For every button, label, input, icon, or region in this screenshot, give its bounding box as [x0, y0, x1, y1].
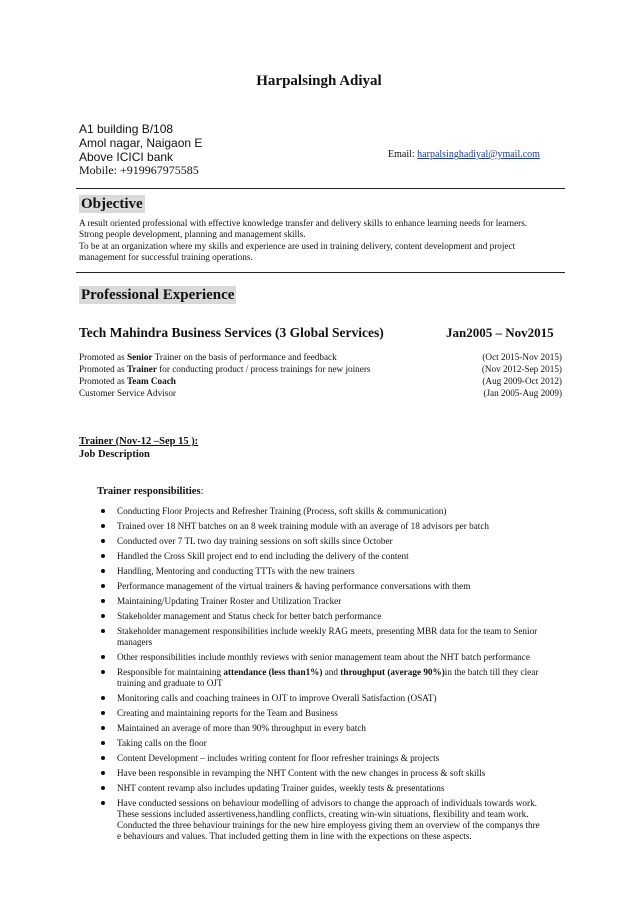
- responsibility-item: [117, 753, 562, 764]
- responsibility-line: Handled the Cross Skill project end to end including the delivery of the content: [117, 551, 409, 561]
- responsibility-line: training and graduate to OJT: [117, 678, 223, 688]
- responsibility-item: [117, 581, 562, 592]
- responsibility-line: Conducted the three behaviour trainings for the new hire employess giving them an overview of the companys thre: [117, 820, 540, 830]
- responsibility-item: [117, 723, 562, 734]
- responsibility-line: e behaviours and values. That included getting them in line with the expections on these aspects.: [117, 831, 472, 841]
- responsibility-line: These sessions included assertiveness,handling conflicts, creating win-win situations, flexibility and team work.: [117, 809, 529, 819]
- responsibility-line: managers: [117, 637, 153, 647]
- objective-line: Strong people development, planning and management skills.: [79, 229, 306, 240]
- mobile-number: Mobile: +919967975585: [79, 163, 199, 177]
- email-block: [388, 149, 540, 160]
- objective-line: To be at an organization where my skills and experience are used in training delivery, content development and project: [79, 240, 516, 251]
- responsibility-item: [117, 738, 562, 749]
- responsibility-item: [117, 611, 562, 622]
- job-description-label: Job Description: [79, 449, 150, 460]
- responsibility-line: Maintained an average of more than 90% throughput in every batch: [117, 723, 366, 733]
- promotion-row: [79, 388, 562, 400]
- address-line-3: Above ICICI bank: [79, 150, 174, 164]
- responsibility-line: Creating and maintaining reports for the Team and Business: [117, 708, 338, 718]
- responsibility-line: Conducted over 7 TL two day training sessions on soft skills since October: [117, 536, 393, 546]
- objective-line: management for successful training operations.: [79, 251, 253, 262]
- responsibility-item: [117, 652, 562, 663]
- responsibility-line: Have conducted sessions on behaviour modelling of advisors to change the approach of individuals towards work.: [117, 798, 537, 808]
- responsibility-line: Stakeholder management and Status check for better batch performance: [117, 611, 382, 621]
- promotion-row: [79, 376, 562, 388]
- objective-line: A result oriented professional with effective knowledge transfer and delivery skills to enhance learning needs for learners.: [79, 218, 528, 228]
- responsibility-item: [117, 693, 562, 704]
- responsibility-item: [117, 667, 562, 689]
- responsibility-line: Have been responsible in revamping the NHT Content with the new changes in process & soft skills: [117, 768, 486, 778]
- responsibilities-title: Trainer responsibilities:: [97, 486, 204, 497]
- responsibility-item: [117, 783, 562, 794]
- candidate-name: Harpalsingh Adiyal: [256, 73, 382, 89]
- responsibility-item: [117, 566, 562, 577]
- responsibility-line: Maintaining/Updating Trainer Roster and Utilization Tracker: [117, 596, 342, 606]
- responsibility-line: Content Development – includes writing content for floor refresher trainings & projects: [117, 753, 440, 763]
- objective-heading: Objective: [81, 196, 143, 212]
- promotion-date: (Aug 2009-Oct 2012): [482, 376, 562, 386]
- promotion-row: [79, 364, 562, 376]
- email-label: Email:: [388, 149, 418, 160]
- responsibility-line: Monitoring calls and coaching trainees in OJT to improve Overall Satisfaction (OSAT): [117, 693, 437, 703]
- objective-paragraph: [79, 218, 559, 263]
- responsibility-item: [117, 626, 562, 648]
- responsibility-item: [117, 596, 562, 607]
- responsibility-line: Trained over 18 NHT batches on an 8 week training module with an average of 18 advisors per batch: [117, 521, 489, 531]
- responsibilities-list: [117, 506, 562, 846]
- email-link[interactable]: harpalsinghadiyal@ymail.com: [417, 149, 540, 160]
- promotion-row: [79, 352, 562, 364]
- role-title: Trainer (Nov-12 –Sep 15 ):: [79, 436, 199, 447]
- responsibility-line: Handling, Mentoring and conducting TTTs with the new trainers: [117, 566, 355, 576]
- employment-period: Jan2005 – Nov2015: [446, 325, 554, 340]
- company-name: Tech Mahindra Business Services (3 Global Services): [79, 325, 384, 340]
- divider: [76, 272, 565, 273]
- responsibility-item: [117, 551, 562, 562]
- responsibility-line: Stakeholder management responsibilities include weekly RAG meets, presenting MBR data for the team to Senior: [117, 626, 538, 636]
- promotion-date: (Jan 2005-Aug 2009): [483, 388, 562, 398]
- responsibility-item: [117, 708, 562, 719]
- responsibility-line: Taking calls on the floor: [117, 738, 207, 748]
- divider: [76, 188, 565, 189]
- promotion-text: Promoted as Senior Trainer on the basis of performance and feedback: [79, 352, 337, 362]
- responsibility-line: Responsible for maintaining attendance (less than1%) and throughput (average 90%)in the batch till they clear: [117, 667, 539, 677]
- experience-heading: Professional Experience: [81, 287, 235, 303]
- address-line-2: Amol nagar, Naigaon E: [79, 136, 203, 150]
- promotion-text: Promoted as Team Coach: [79, 376, 176, 386]
- responsibility-item: [117, 536, 562, 547]
- promotion-date: (Oct 2015-Nov 2015): [482, 352, 562, 362]
- promotion-text: Promoted as Trainer for conducting product / process trainings for new joiners: [79, 364, 371, 374]
- responsibility-item: [117, 798, 562, 842]
- responsibility-line: NHT content revamp also includes updating Trainer guides, weekly tests & presentations: [117, 783, 445, 793]
- responsibility-line: Other responsibilities include monthly reviews with senior management team about the NHT batch performance: [117, 652, 530, 662]
- address-line-1: A1 building B/108: [79, 122, 174, 136]
- responsibility-line: Conducting Floor Projects and Refresher Training (Process, soft skills & communication): [117, 506, 447, 516]
- responsibility-line: Performance management of the virtual trainers & having performance conversations with them: [117, 581, 471, 591]
- responsibility-item: [117, 506, 562, 517]
- promotion-text: Customer Service Advisor: [79, 388, 176, 398]
- responsibility-item: [117, 768, 562, 779]
- responsibility-item: [117, 521, 562, 532]
- promotion-date: (Nov 2012-Sep 2015): [481, 364, 562, 374]
